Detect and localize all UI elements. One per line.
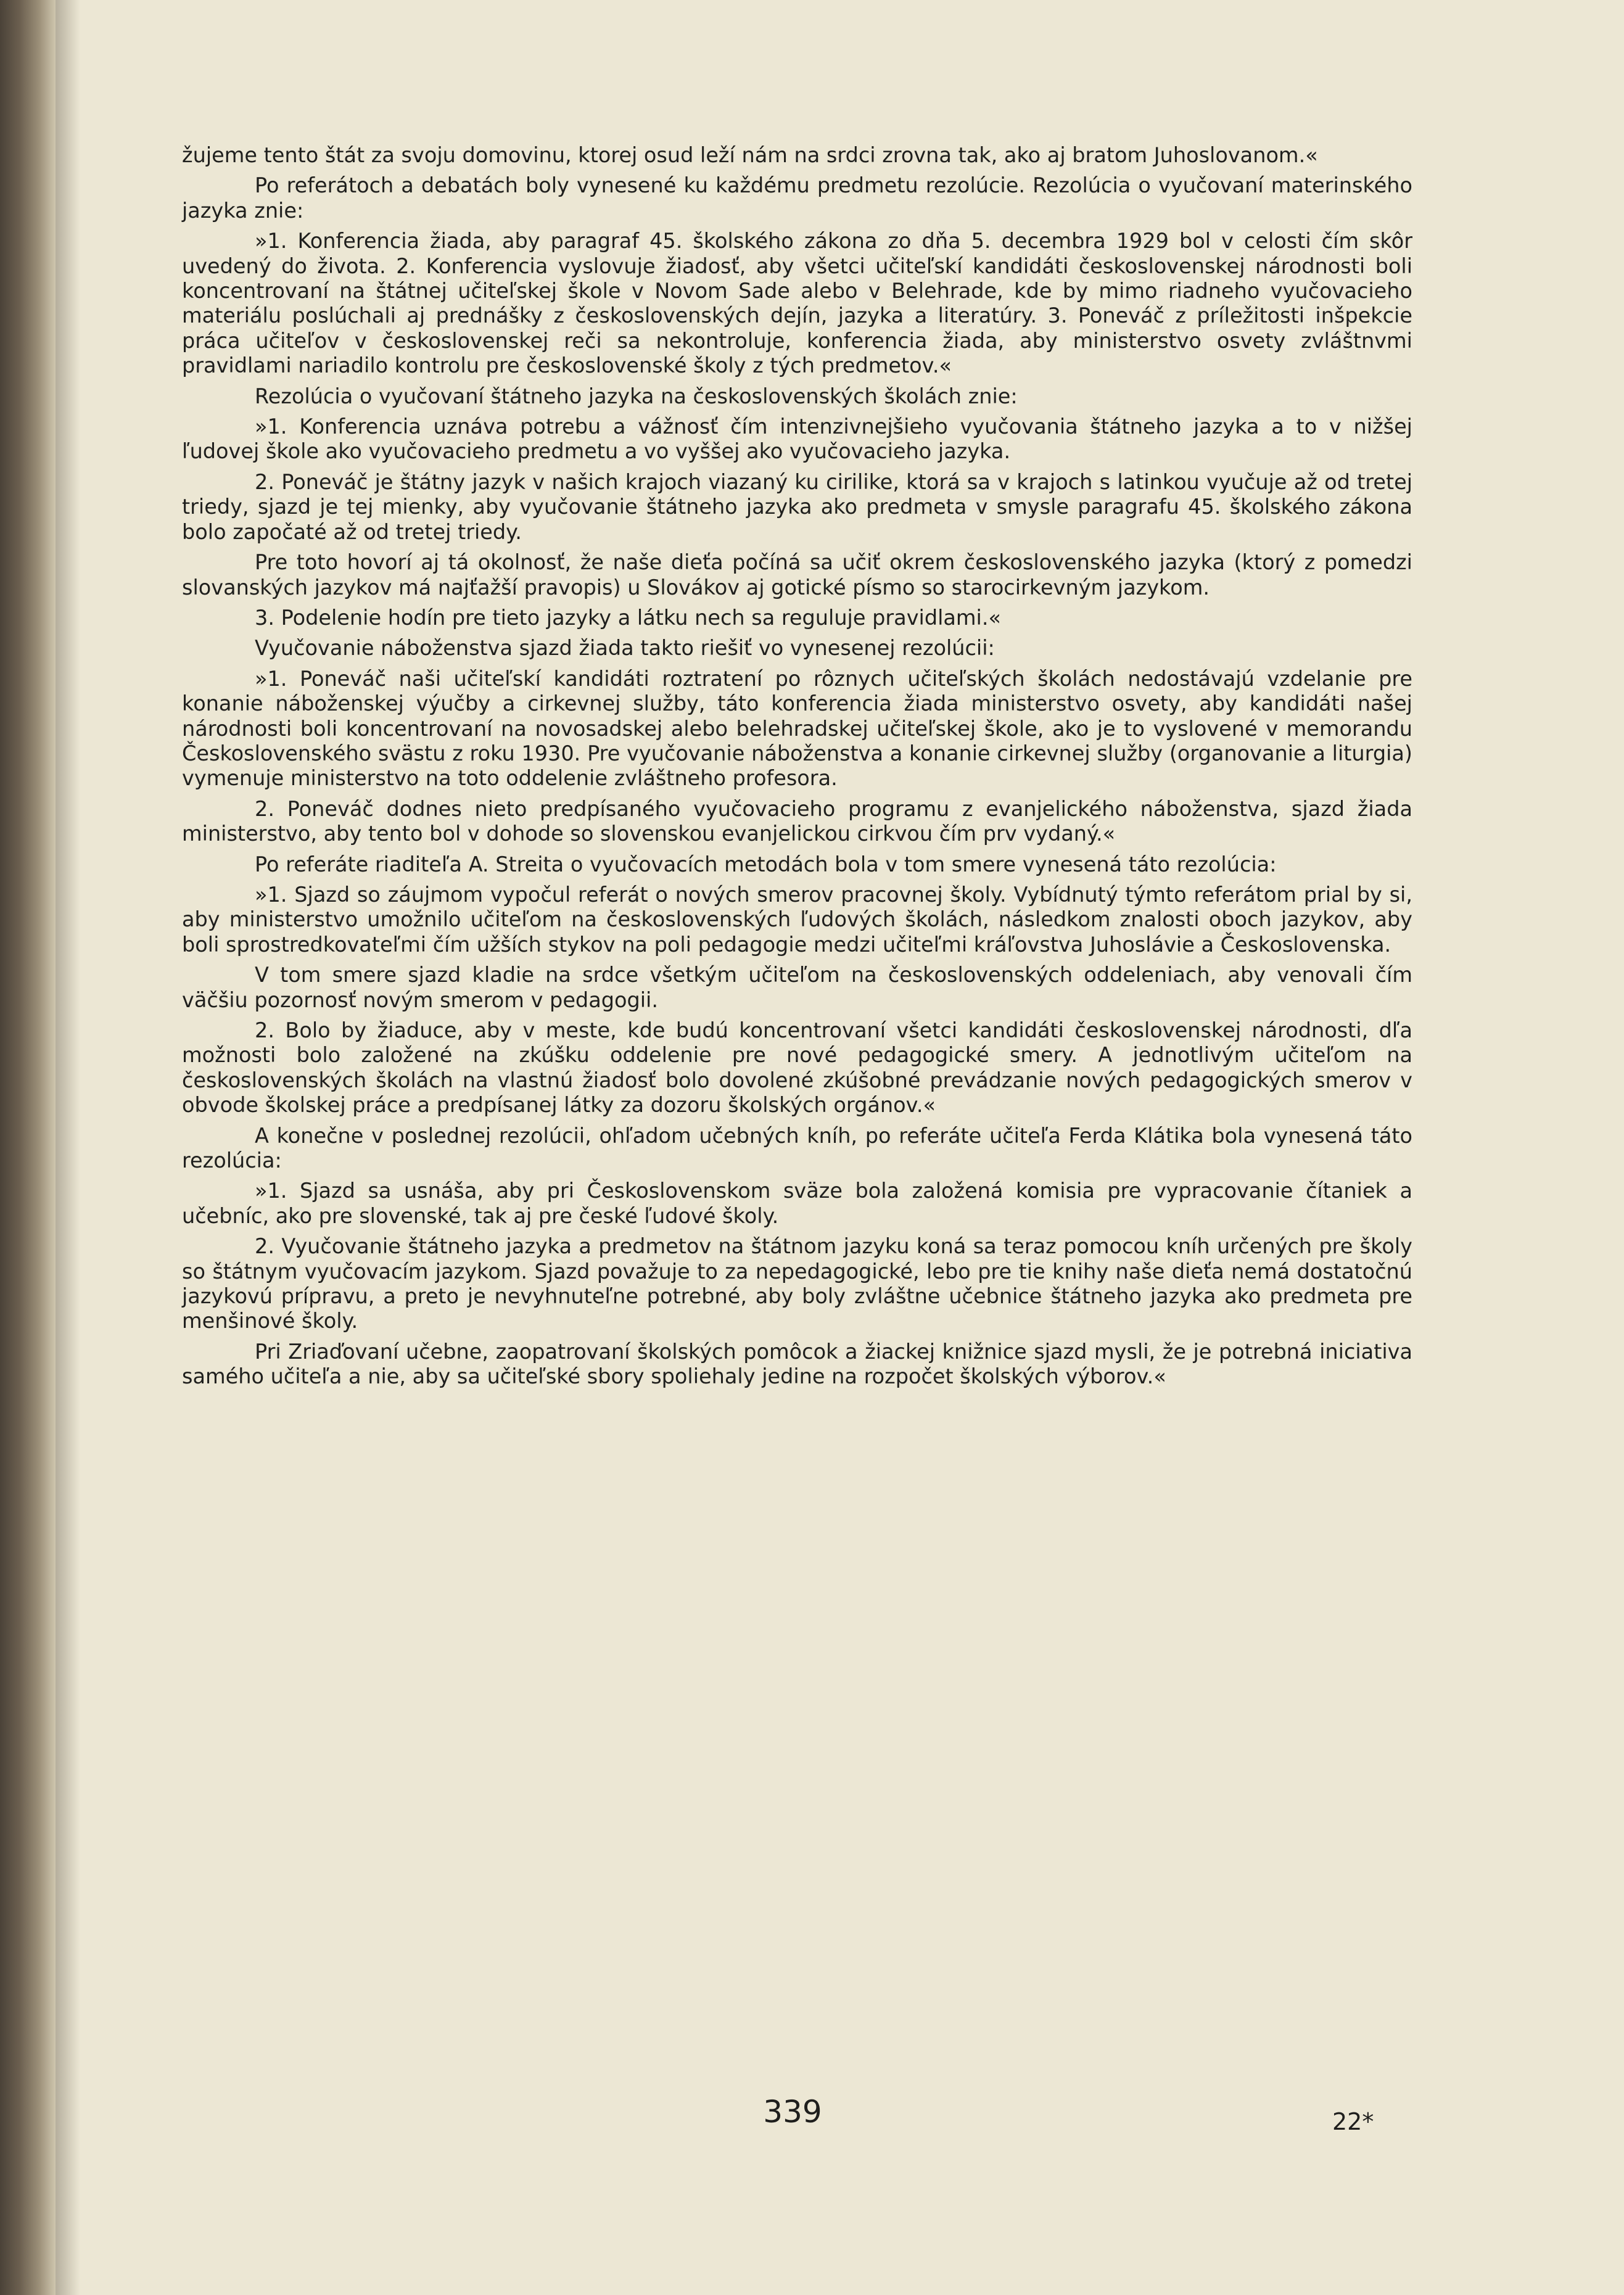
paragraph: 2. Poneváč je štátny jazyk v našich krajoch viazaný ku cirilike, ktorá sa v krajoch s latinkou vyučuje až od tretej triedy, sjazd je tej mienky, aby vyučovanie štátneho jazyka ako predmeta v smysle paragrafu 45. školského zákona bolo započaté až od tretej triedy. [182,469,1412,544]
page-gutter-shadow [56,0,80,2295]
paragraph: 2. Vyučovanie štátneho jazyka a predmetov na štátnom jazyku koná sa teraz pomocou kníh určených pre školy so štátnym vyučovacím jazykom. Sjazd považuje to za nepedagogické, lebo pre tie knihy naše dieťa nemá dostatočnú jazykovú prípravu, a preto je nevyhnuteľne potrebné, aby boly zvláštne učebnice štátneho jazyka ako predmeta pre menšinové školy. [182,1234,1412,1333]
paragraph: Pre toto hovorí aj tá okolnosť, že naše dieťa počíná sa učiť okrem československého jazyka (ktorý z pomedzi slovanských jazykov má najťažší pravopis) u Slovákov aj gotické písmo so starocirkevným jazykom. [182,550,1412,600]
paragraph: »1. Poneváč naši učiteľskí kandidáti roztratení po rôznych učiteľských školách nedostávajú vzdelanie pre konanie náboženskej výučby a cirkevnej služby, táto konferencia žiada ministerstvo osvety, aby kandidáti našej národnosti boli koncentrovaní na novosadskej alebo belehradskej učiteľskej škole, ako je to vyslovené v memorandu Československého svästu z roku 1930. Pre vyučovanie náboženstva a konanie cirkevnej služby (organovanie a liturgia) vymenuje ministerstvo na toto oddelenie zvláštneho profesora. [182,666,1412,791]
paragraph: Vyučovanie náboženstva sjazd žiada takto riešiť vo vynesenej rezolúcii: [255,636,995,661]
paragraph: A konečne v poslednej rezolúcii, ohľadom učebných kníh, po referáte učiteľa Ferda Klátika bola vynesená táto rezolúcia: [182,1123,1412,1173]
paragraph: žujeme tento štát za svoju domovinu, ktorej osud leží nám na srdci zrovna tak, ako aj bratom Juhoslovanom.« [182,143,1318,167]
paragraph: »1. Sjazd so záujmom vypočul referát o nových smerov pracovnej školy. Vybídnutý týmto referátom prial by si, aby ministerstvo umožnilo učiteľom na československých ľudových školách, následkom znalosti oboch jazykov, aby boli sprostredkovateľmi čím užších stykov na poli pedagogie medzi učiteľmi kráľovstva Juhoslávie a Československa. [182,882,1412,957]
paragraph: Po referáte riaditeľa A. Streita o vyučovacích metodách bola v tom smere vynesená táto rezolúcia: [255,852,1277,876]
paragraph: Rezolúcia o vyučovaní štátneho jazyka na československých školách znie: [255,384,1018,408]
signature-mark: 22* [1332,2108,1374,2135]
paragraph: »1. Sjazd sa usnáša, aby pri Československom sväze bola založená komisia pre vypracovanie čítaniek a učebníc, ako pre slovenské, tak aj pre české ľudové školy. [182,1179,1412,1228]
paragraph: Pri Zriaďovaní učebne, zaopatrovaní školských pomôcok a žiackej knižnice sjazd mysli, že je potrebná iniciativa samého učiteľa a nie, aby sa učiteľské sbory spoliehaly jedine na rozpočet školských výborov.« [182,1339,1412,1389]
paragraph: 3. Podelenie hodín pre tieto jazyky a látku nech sa reguluje pravidlami.« [255,605,1002,630]
body-text [182,143,1412,1395]
paragraph: »1. Konferencia uznáva potrebu a vážnosť čím intenzivnejšieho vyučovania štátneho jazyka a to v nižšej ľudovej škole ako vyučovacieho predmetu a vo vyššej ako vyučovacieho jazyka. [182,414,1412,464]
page-number: 339 [763,2094,822,2130]
paragraph: V tom smere sjazd kladie na srdce všetkým učiteľom na československých oddeleniach, aby venovali čím väčšiu pozornosť novým smerom v pedagogii. [182,963,1412,1012]
paragraph: 2. Poneváč dodnes nieto predpísaného vyučovacieho programu z evanjelického náboženstva, sjazd žiada ministerstvo, aby tento bol v dohode so slovenskou evanjelickou cirkvou čím prv vydaný.« [182,796,1412,846]
paragraph: »1. Konferencia žiada, aby paragraf 45. školského zákona zo dňa 5. decembra 1929 bol v celosti čím skôr uvedený do života. 2. Konferencia vyslovuje žiadosť, aby všetci učiteľskí kandidáti československej národnosti boli koncentrovaní na štátnej učiteľskej škole v Novom Sade alebo v Belehrade, kde by mimo riadneho vyučovacieho materiálu poslúchali aj prednášky z československých dejín, jazyka a literatúry. 3. Poneváč z príležitosti inšpekcie práca učiteľov v československej reči sa nekontroluje, konferencia žiada, aby ministerstvo osvety zvláštnvmi pravidlami nariadilo kontrolu pre československé školy z tých predmetov.« [182,229,1412,378]
book-spine [0,0,56,2295]
paragraph: 2. Bolo by žiaduce, aby v meste, kde budú koncentrovaní všetci kandidáti československej národnosti, dľa možnosti bolo založené na zkúšku oddelenie pre nové pedagogické smery. A jednotlivým učiteľom na československých školách na vlastnú žiadosť bolo dovolené zkúšobné prevádzanie nových pedagogických smerov v obvode školskej práce a predpísanej látky za dozoru školských orgánov.« [182,1018,1412,1118]
paragraph: Po referátoch a debatách boly vynesené ku každému predmetu rezolúcie. Rezolúcia o vyučovaní materinského jazyka znie: [182,173,1412,223]
